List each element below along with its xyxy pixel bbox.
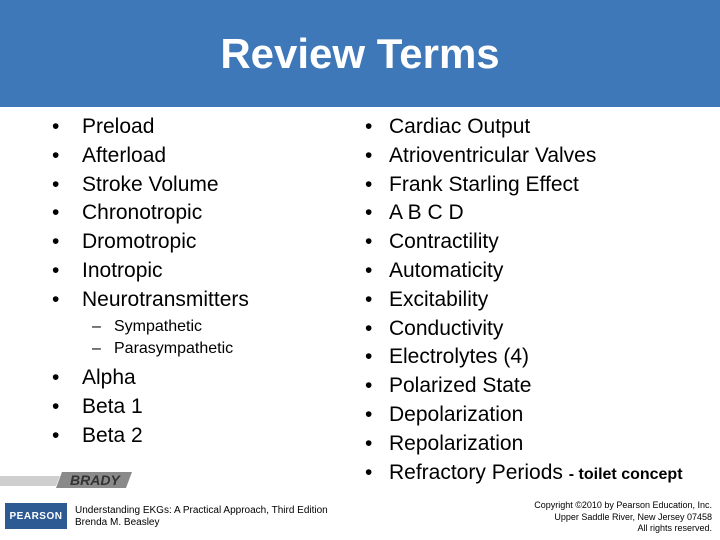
term-item-text: Frank Starling Effect — [389, 172, 579, 196]
bullet-marker: • — [52, 201, 60, 225]
bullet-marker: • — [52, 423, 60, 447]
bullet-marker: • — [365, 287, 373, 311]
bullet-marker: • — [52, 230, 60, 254]
term-item-text: Electrolytes (4) — [389, 345, 530, 369]
term-item-text: Preload — [82, 115, 155, 138]
bullet-marker: • — [52, 115, 60, 138]
copyright-line: Copyright ©2010 by Pearson Education, Inc. — [534, 500, 712, 510]
pearson-logo: PEARSON — [5, 503, 67, 529]
bullet-marker: • — [52, 172, 60, 196]
term-item-text — [389, 459, 683, 490]
copyright-notice — [534, 500, 712, 535]
copyright-line: Upper Saddle River, New Jersey 07458 — [554, 511, 712, 522]
brady-logo-text: BRADY — [70, 472, 120, 488]
term-text: Refractory Periods — [389, 460, 563, 484]
term-item-text: Inotropic — [82, 258, 163, 282]
term-item-text: Cardiac Output — [389, 115, 531, 138]
bullet-marker: • — [52, 287, 60, 311]
term-item-text: Atrioventricular Valves — [389, 143, 597, 167]
bullet-marker: • — [365, 402, 373, 426]
bullet-marker: • — [365, 316, 373, 340]
slide-title: Review Terms — [220, 30, 500, 77]
term-item-text: A B C D — [389, 201, 464, 225]
bullet-marker: • — [365, 460, 373, 484]
bullet-marker: • — [365, 345, 373, 369]
term-item-text: Neurotransmitters — [82, 287, 249, 311]
term-item-text: Automaticity — [389, 258, 504, 282]
bullet-marker: • — [365, 201, 373, 225]
bullet-marker: • — [52, 258, 60, 282]
book-title: Understanding EKGs: A Practical Approach, Third Edition — [75, 505, 328, 516]
bullet-marker: • — [365, 258, 373, 282]
subterm-item-text: Sympathetic — [114, 318, 203, 335]
book-citation — [75, 505, 328, 529]
book-author: Brenda M. Beasley — [75, 517, 160, 528]
subterm-item-text: Parasympathetic — [114, 340, 234, 357]
bullet-marker: • — [365, 115, 373, 138]
brady-logo — [0, 470, 135, 490]
bullet-marker: • — [365, 374, 373, 398]
copyright-line: All rights reserved. — [637, 523, 712, 533]
term-item-text: Conductivity — [389, 316, 504, 340]
term-note: - toilet concept — [568, 465, 683, 483]
term-item-text: Excitability — [389, 287, 489, 311]
bullet-marker: • — [52, 143, 60, 167]
term-item-text: Dromotropic — [82, 230, 197, 254]
bullet-marker: • — [52, 366, 60, 389]
term-item-text: Polarized State — [389, 374, 532, 398]
term-item-text: Afterload — [82, 143, 167, 167]
bullet-marker: • — [365, 431, 373, 455]
bullet-marker: – — [92, 340, 101, 357]
term-item-text: Stroke Volume — [82, 172, 219, 196]
bullet-marker: • — [365, 172, 373, 196]
bullet-marker: – — [92, 318, 101, 335]
term-item-text: Beta 2 — [82, 423, 143, 447]
term-item-text: Contractility — [389, 230, 499, 254]
bullet-marker: • — [52, 394, 60, 418]
term-item-text: Depolarization — [389, 402, 524, 426]
term-item-text: Repolarization — [389, 431, 524, 455]
term-item-text: Alpha — [82, 366, 136, 389]
term-item-text: Beta 1 — [82, 394, 143, 418]
bullet-marker: • — [365, 230, 373, 254]
title-bar — [0, 0, 720, 107]
bullet-marker: • — [365, 143, 373, 167]
term-item-text: Chronotropic — [82, 201, 203, 225]
